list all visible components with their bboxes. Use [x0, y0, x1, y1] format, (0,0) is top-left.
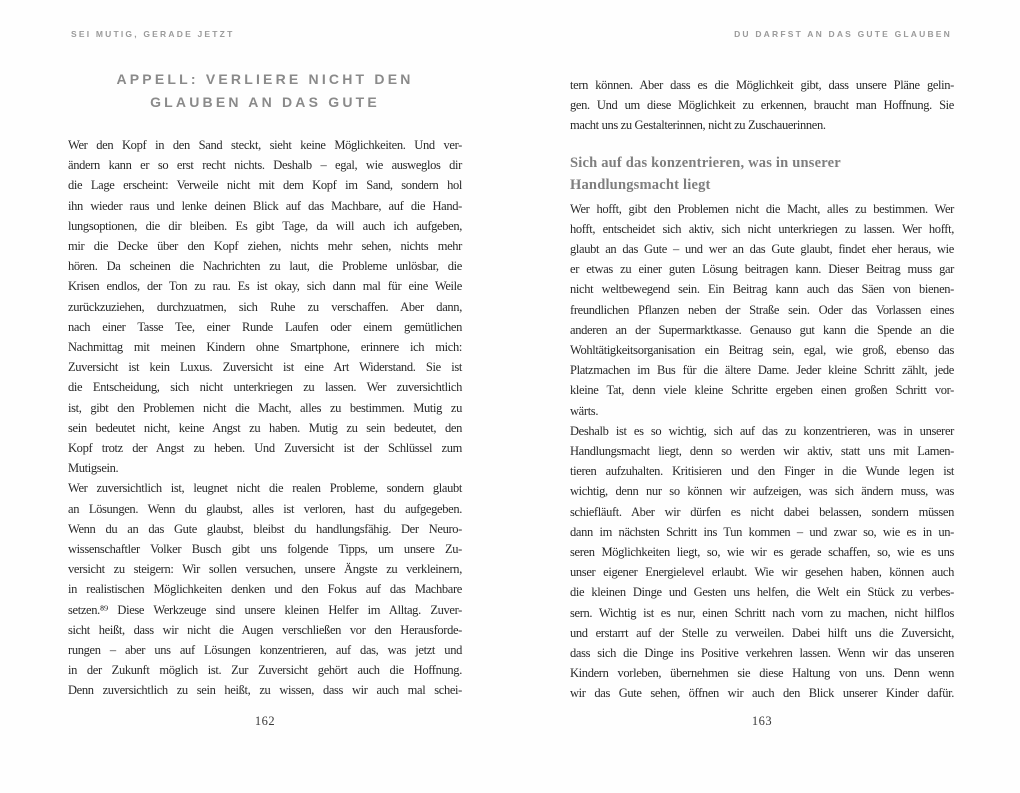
right-page-main [570, 199, 954, 704]
text-line: wissenschaftler Volker Busch gibt uns folgende Tipps, um unsere Zu- [68, 542, 462, 557]
text-line: Wer den Kopf in den Sand steckt, sieht keine Möglichkeiten. Und ver- [68, 138, 462, 152]
text-line: Kopf trotz der Angst zu heben. Und Zuversicht ist der Schlüssel zum [68, 441, 462, 456]
text-line: ihn wieder raus und lenke deinen Blick auf das Machbare, auf die Hand- [68, 198, 462, 213]
text-line: freundlichen Pflanzen neben der Straße sein. Oder das Vorlassen eines [570, 302, 954, 317]
text-line: nicht weltbewegend sein. Ein Beitrag kann auch das Säen von bienen- [570, 282, 954, 297]
text-line: macht uns zu Gestalterinnen, nicht zu Zuschauerinnen. [570, 118, 826, 133]
text-line: wärts. [570, 403, 599, 418]
text-line: dann im nächsten Schritt ins Tun kommen – und zwar so, wie es in un- [570, 524, 954, 539]
text-line: anderen an der Supermarktkasse. Genauso gut kann die Spende an die [570, 322, 954, 337]
text-line: sern. Wichtig ist es nur, einen Schritt nach vorn zu machen, nicht hilflos [570, 605, 954, 620]
paragraph [68, 478, 462, 700]
text-line: hofft, entscheidet sich aktiv, sich nicht unterkriegen zu lassen. Wer hofft, [570, 221, 954, 236]
text-line: die Entscheidung, sich nicht unterkriegen zu lassen. Wer zuversichtlich [68, 380, 462, 395]
text-line: mir die Decke über den Kopf ziehen, nichts mehr sehen, nichts mehr [68, 239, 462, 254]
text-line: schiefläuft. Aber wir dürfen es nicht dabei belassen, sondern müssen [570, 504, 954, 519]
subheading-line-1: Sich auf das konzentrieren, was in unserer [570, 154, 841, 171]
text-line: hören. Da scheinen die Nachrichten zu laut, die Probleme unlösbar, die [68, 259, 462, 274]
chapter-title-line-2: GLAUBEN AN DAS GUTE [150, 93, 380, 110]
text-line: an Lösungen. Wenn du glaubst, alles ist verloren, hast du aufgegeben. [68, 501, 462, 516]
text-line: ändern kann er so erst recht nichts. Deshalb – egal, wie ausweglos dir [68, 158, 462, 173]
text-line: Wohltätigkeitsorganisation ein Beitrag sein, egal, wie groß, ebenso das [570, 343, 954, 358]
text-line: Platzmachen im Bus für die ältere Dame. Jeder kleine Schritt zählt, jede [570, 363, 954, 378]
text-line: versicht zu steigern: Wir sollen versuchen, unsere Ängste zu verkleinern, [68, 562, 462, 577]
paragraph [68, 135, 462, 478]
text-line: Nachmittag mit meinen Kindern ohne Smartphone, erinnere ich mich: [68, 340, 462, 355]
text-line: er etwas zu einer guten Lösung beitragen kann. Dieser Beitrag muss gar [570, 262, 954, 277]
right-running-head: DU DARFST AN DAS GUTE GLAUBEN [734, 29, 952, 39]
text-line: die kleinen Dinge und Gesten uns helfen, die Welt ein Stück zu verbes- [570, 585, 954, 600]
right-page-body [570, 75, 954, 704]
text-line: Mutigsein. [68, 461, 119, 476]
section-subheading [570, 152, 954, 197]
left-running-head: SEI MUTIG, GERADE JETZT [71, 29, 235, 39]
text-line: Kindern vorleben, übernehmen sie diese Haltung von uns. Denn wenn [570, 666, 954, 681]
text-line: tern können. Aber dass es die Möglichkeit gibt, dass unsere Pläne gelin- [570, 78, 954, 92]
text-line: die Lage erscheint: Verweile nicht mit dem Kopf im Sand, sondern hol [68, 178, 462, 193]
paragraph [570, 421, 954, 704]
paragraph [570, 75, 954, 136]
subheading-line-2: Handlungsmacht liegt [570, 177, 711, 194]
text-line: Deshalb ist es so wichtig, sich auf das zu konzentrieren, was in unserer [570, 423, 954, 438]
chapter-title [68, 68, 462, 113]
text-line: Denn zuversichtlich zu sein heißt, zu wissen, dass wir auch mal schei- [68, 683, 462, 698]
text-line: lungsoptionen, die dir bleiben. Es gibt Tage, da will auch ich aufgeben, [68, 218, 462, 233]
text-line: glaubt an das Gute – und wer an das Gute glaubt, findet eher heraus, wie [570, 242, 954, 257]
text-line: und erstarrt auf der Stelle zu verweilen. Dabei hilft uns die Zuversicht, [570, 625, 954, 640]
text-line: in der Zukunft möglich ist. Zur Zuversicht gehört auch die Hoffnung. [68, 663, 462, 678]
chapter-title-line-1: APPELL: VERLIERE NICHT DEN [116, 71, 414, 87]
text-line: zurückzuziehen, durchzuatmen, sich Ruhe zu verschaffen. Aber dann, [68, 299, 462, 314]
text-line: sein bedeutet nicht, keine Angst zu haben. Mutig zu sein bedeutet, den [68, 420, 462, 435]
text-line: nach einer Tasse Tee, einer Runde Laufen oder einem gemütlichen [68, 319, 462, 334]
text-line: rungen – aber uns auf Lösungen konzentrieren, auf das, was jetzt und [68, 643, 462, 658]
right-page-intro [570, 75, 954, 136]
text-line: in realistischen Möglichkeiten denken und den Fokus auf das Machbare [68, 582, 462, 597]
text-line: unser eigener Energielevel erlaubt. Wie wir gesehen haben, können auch [570, 565, 954, 580]
text-line: Wer zuversichtlich ist, leugnet nicht die realen Probleme, sondern glaubt [68, 481, 462, 496]
left-page-body [68, 135, 462, 701]
text-line: setzen.⁸⁹ Diese Werkzeuge sind unsere kleinen Helfer im Alltag. Zuver- [68, 602, 462, 617]
text-line: Krisen endlos, der Ton zu rau. Es ist okay, sich dann mal für eine Weile [68, 279, 462, 294]
text-line: dass sich die Dinge ins Positive verkehren lassen. Wenn wir das unseren [570, 646, 954, 661]
text-line: Wenn du an das Gute glaubst, bleibst du handlungsfähig. Der Neuro- [68, 521, 462, 536]
text-line: seren Möglichkeiten liegt, so, wie wir es gerade schaffen, so, wie es uns [570, 545, 954, 560]
text-line: sicht heißt, dass wir nicht die Augen verschließen vor den Herausforde- [68, 622, 462, 637]
text-line: Wer hofft, gibt den Problemen nicht die Macht, alles zu bestimmen. Wer [570, 201, 954, 216]
right-page-number: 163 [751, 714, 773, 728]
text-line: Handlungsmacht liegt, denn so werden wir aktiv, statt uns mit Lamen- [570, 444, 954, 459]
text-line: wir das Gute sehen, öffnen wir auch den Blick unserer Kinder dafür. [570, 686, 954, 701]
text-line: wichtig, denn nur so können wir aufzeigen, was sich ändern muss, was [570, 484, 954, 499]
text-line: kleine Tat, denn viele kleine Schritte ergeben einen großen Schritt vor- [570, 383, 954, 398]
text-line: ist, gibt den Problemen nicht die Macht, alles zu bestimmen. Mutig zu [68, 400, 462, 415]
text-line: gen. Und um diese Möglichkeit zu erkennen, braucht man Hoffnung. Sie [570, 98, 954, 113]
text-line: Zuversicht ist kein Luxus. Zuversicht ist eine Art Widerstand. Sie ist [68, 360, 462, 375]
text-line: tieren aufzuhalten. Kritisieren und den Finger in die Wunde legen ist [570, 464, 954, 479]
paragraph [570, 199, 954, 421]
left-page-number: 162 [254, 714, 276, 728]
